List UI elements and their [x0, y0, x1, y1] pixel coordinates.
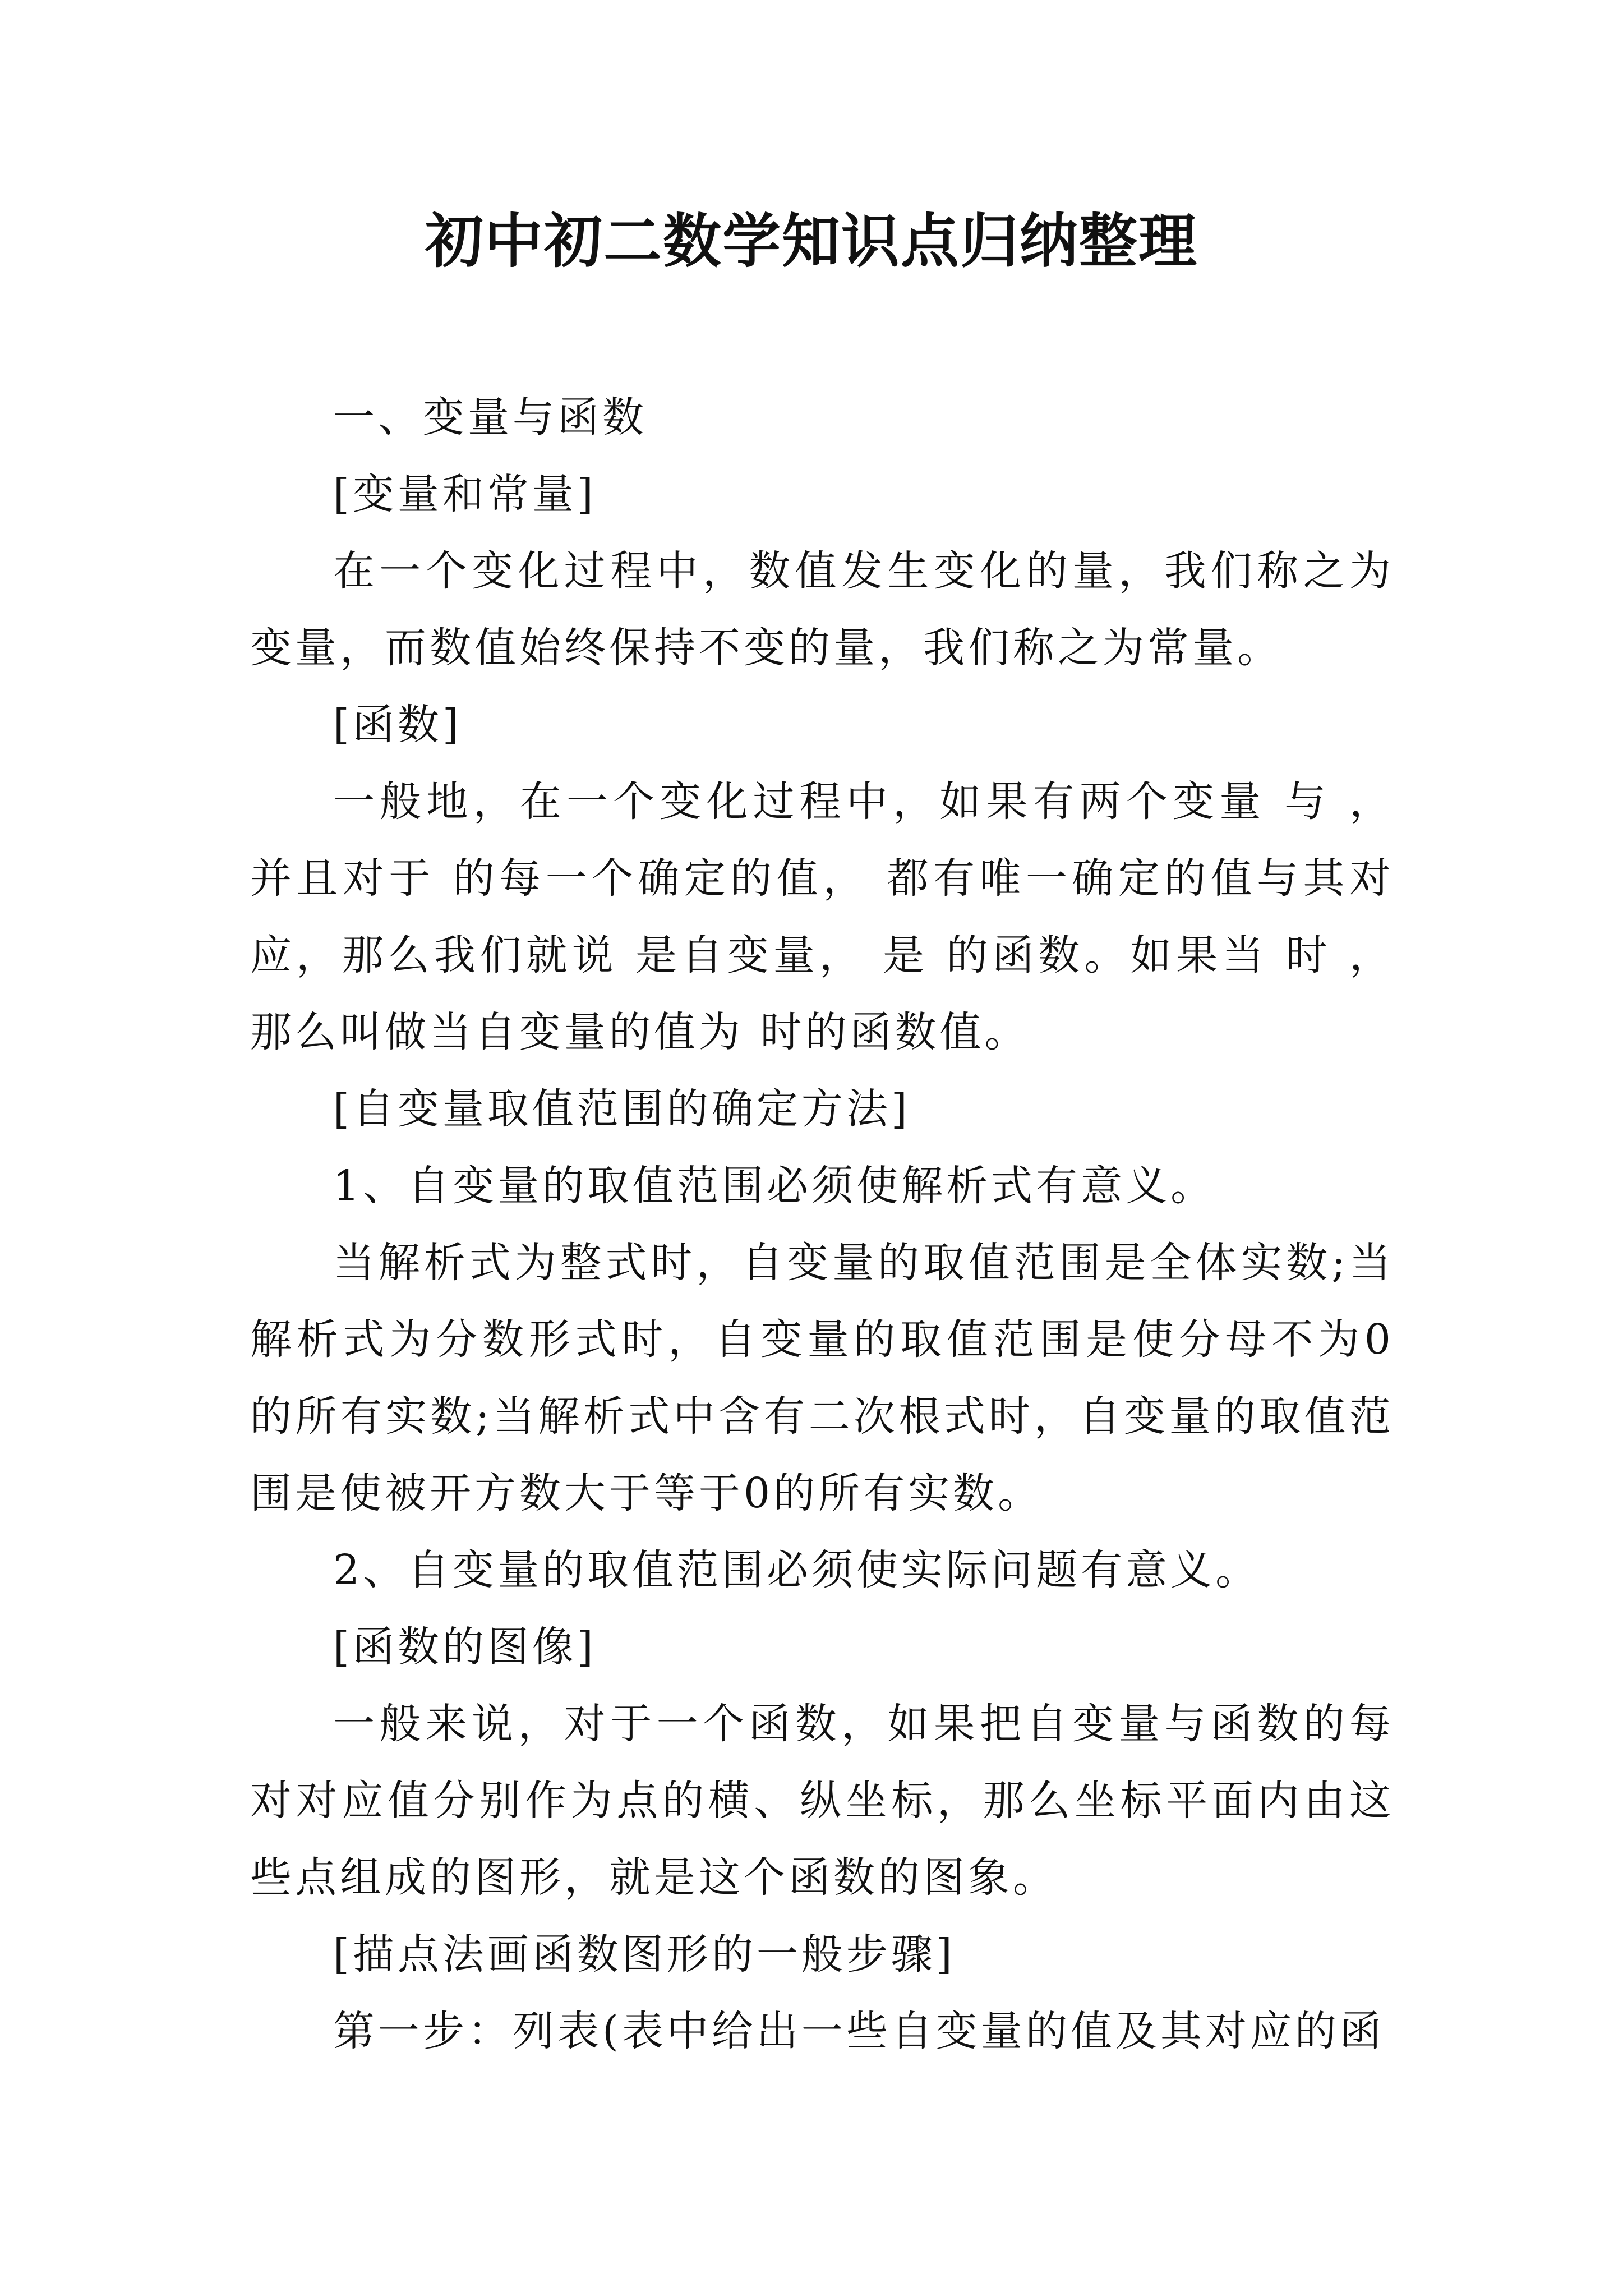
- body-paragraph: 1、自变量的取值范围必须使解析式有意义。: [333, 1162, 1216, 1210]
- document-title: 初中初二数学知识点归纳整理: [425, 206, 1198, 275]
- subsection-heading: [描点法画函数图形的一般步骤]: [333, 1930, 956, 1978]
- subsection-heading: [变量和常量]: [333, 470, 597, 518]
- body-paragraph: 一般来说，对于一个函数，如果把自变量与函数的每对对应值分别作为点的横、纵坐标，那么坐标平面内由这些点组成的图形，就是这个函数的图象。: [250, 1700, 1394, 1902]
- document-body: [250, 379, 1394, 2070]
- body-paragraph: 2、自变量的取值范围必须使实际问题有意义。: [333, 1546, 1261, 1594]
- section-heading: 一、变量与函数: [333, 393, 647, 441]
- body-paragraph: 当解析式为整式时，自变量的取值范围是全体实数;当解析式为分数形式时，自变量的取值范围是使分母不为0的所有实数;当解析式中含有二次根式时，自变量的取值范围是使被开方数大于等于0的所有实数。: [250, 1239, 1394, 1517]
- body-paragraph: 第一步：列表(表中给出一些自变量的值及其对应的函: [333, 2007, 1385, 2055]
- subsection-heading: [自变量取值范围的确定方法]: [333, 1085, 911, 1133]
- body-paragraph: 一般地，在一个变化过程中，如果有两个变量 与 ，并且对于 的每一个确定的值， 都有唯一确定的值与其对应，那么我们就说 是自变量， 是 的函数。如果当 时 ，那么叫做当自变量的值为 时的函数值。: [250, 777, 1394, 1056]
- subsection-heading: [函数的图像]: [333, 1623, 597, 1671]
- body-paragraph: 在一个变化过程中，数值发生变化的量，我们称之为变量，而数值始终保持不变的量，我们称之为常量。: [250, 547, 1394, 672]
- subsection-heading: [函数]: [333, 701, 462, 749]
